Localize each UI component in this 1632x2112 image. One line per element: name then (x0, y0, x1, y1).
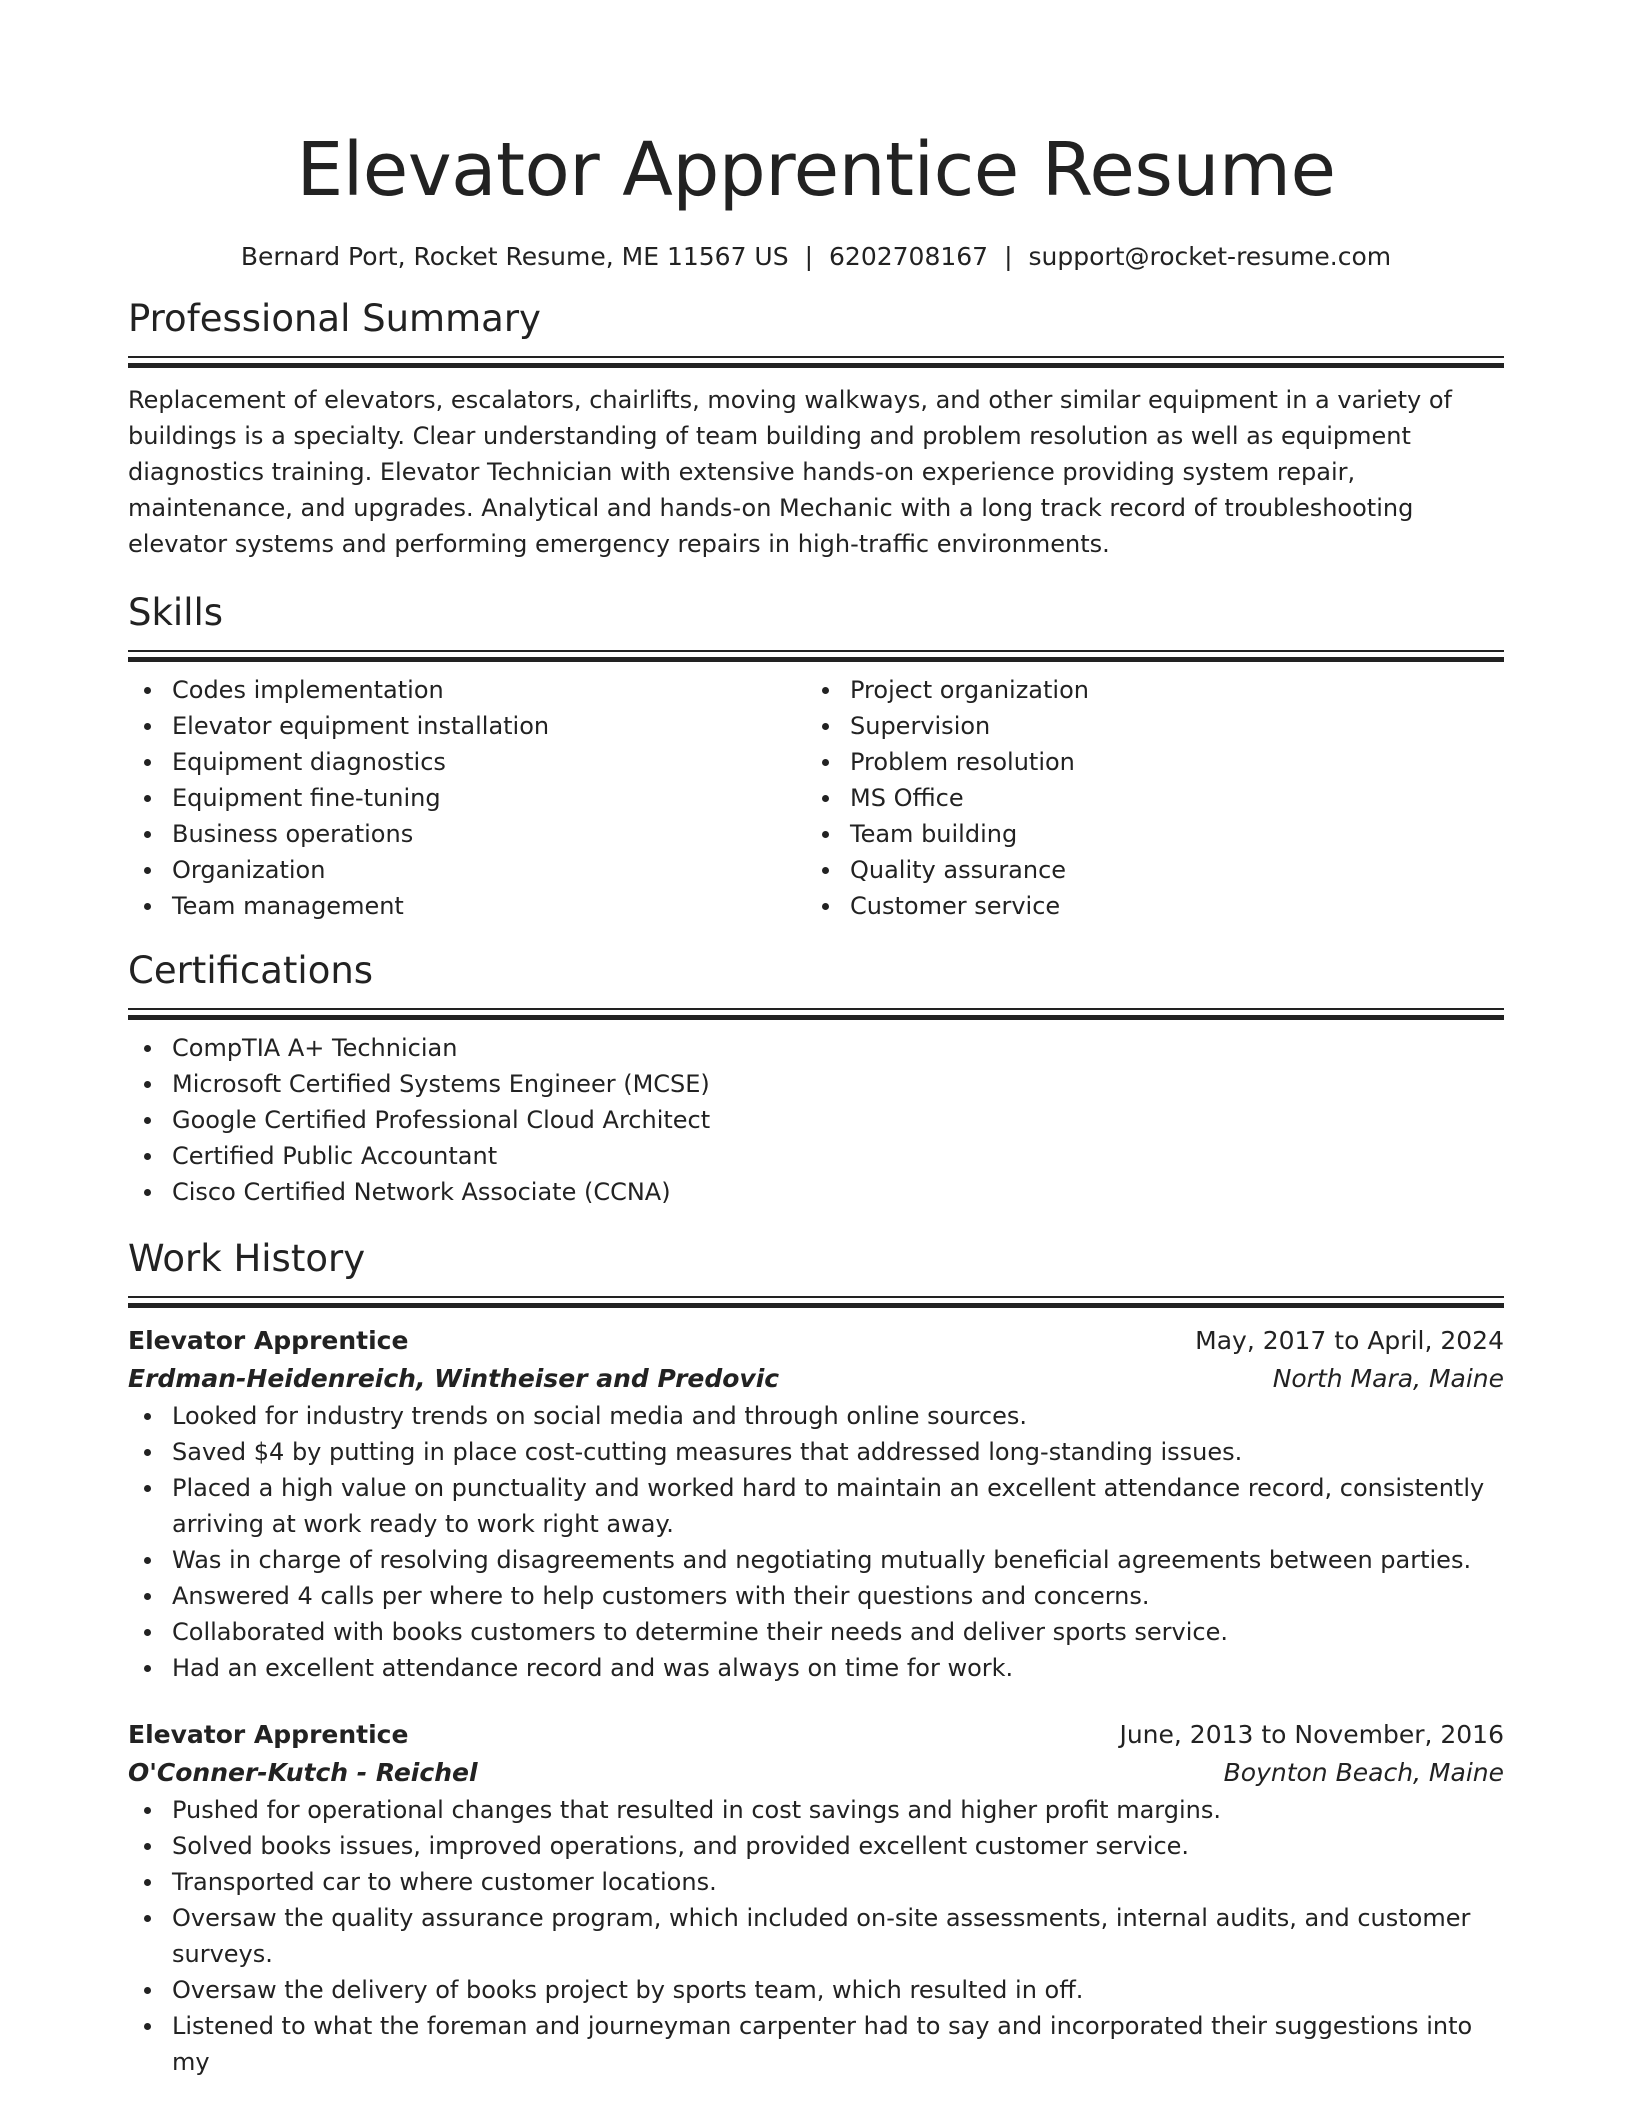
skill-item: Team management (172, 888, 806, 924)
job-duty: Oversaw the delivery of books project by sports team, which resulted in off. (172, 1972, 1504, 2008)
job-entry (128, 1716, 1504, 2080)
skill-item: Team building (850, 816, 1484, 852)
skills-column-right (806, 672, 1484, 924)
job-company: O'Conner-Kutch - Reichel (128, 1758, 478, 1787)
contact-address: Bernard Port, Rocket Resume, ME 11567 US (240, 242, 789, 271)
job-duty: Saved $4 by putting in place cost-cutting measures that addressed long-standing issues. (172, 1434, 1504, 1470)
skill-item: Problem resolution (850, 744, 1484, 780)
job-duty: Oversaw the quality assurance program, which included on-site assessments, internal audits, and customer surveys. (172, 1900, 1504, 1972)
contact-separator: | (804, 242, 814, 271)
job-duty: Looked for industry trends on social media and through online sources. (172, 1398, 1504, 1434)
skill-item: MS Office (850, 780, 1484, 816)
section-divider (128, 650, 1504, 662)
job-company-row (128, 1754, 1504, 1792)
skill-item: Supervision (850, 708, 1484, 744)
skill-item: Customer service (850, 888, 1484, 924)
job-duties-list (128, 1398, 1504, 1686)
summary-text: Replacement of elevators, escalators, chairlifts, moving walkways, and other similar equipment in a variety of buildings is a specialty. Clear understanding of team building and problem resolution as well as equipment diagnostics training. Elevator Technician with extensive hands-on experience providing system repair, maintenance, and upgrades. Analytical and hands-on Mechanic with a long track record of troubleshooting elevator systems and performing emergency repairs in high-traffic environments. (128, 386, 1452, 558)
skill-item: Equipment fine-tuning (172, 780, 806, 816)
contact-phone: 6202708167 (829, 242, 989, 271)
job-duty: Answered 4 calls per where to help customers with their questions and concerns. (172, 1578, 1504, 1614)
job-dates: June, 2013 to November, 2016 (1119, 1720, 1504, 1749)
work-history-section (128, 1236, 1504, 2080)
skill-item: Project organization (850, 672, 1484, 708)
job-duty: Placed a high value on punctuality and worked hard to maintain an excellent attendance record, consistently arriving at work ready to work right away. (172, 1470, 1504, 1542)
job-location: Boynton Beach, Maine (1223, 1758, 1504, 1787)
skill-item: Codes implementation (172, 672, 806, 708)
job-duty: Listened to what the foreman and journeyman carpenter had to say and incorporated their suggestions into my (172, 2008, 1504, 2080)
contact-line (128, 240, 1504, 274)
job-location: North Mara, Maine (1272, 1364, 1504, 1393)
job-duty: Was in charge of resolving disagreements and negotiating mutually beneficial agreements between parties. (172, 1542, 1504, 1578)
job-company-row (128, 1360, 1504, 1398)
job-duty: Collaborated with books customers to determine their needs and deliver sports service. (172, 1614, 1504, 1650)
contact-separator: | (1004, 242, 1013, 271)
certification-item: CompTIA A+ Technician (172, 1030, 1504, 1066)
resume-title: Elevator Apprentice Resume (296, 127, 1336, 213)
job-duties-list (128, 1792, 1504, 2080)
job-duty: Solved books issues, improved operations, and provided excellent customer service. (172, 1828, 1504, 1864)
certifications-list (128, 1030, 1504, 1210)
certification-item: Google Certified Professional Cloud Architect (172, 1102, 1504, 1138)
certifications-section (128, 948, 1504, 1210)
skill-item: Quality assurance (850, 852, 1484, 888)
job-dates: May, 2017 to April, 2024 (1195, 1326, 1504, 1355)
skill-item: Organization (172, 852, 806, 888)
job-header-row (128, 1716, 1504, 1754)
skill-item: Elevator equipment installation (172, 708, 806, 744)
section-heading-work-history: Work History (128, 1237, 366, 1280)
skill-item: Equipment diagnostics (172, 744, 806, 780)
certification-item: Microsoft Certified Systems Engineer (MCSE) (172, 1066, 1504, 1102)
section-heading-summary: Professional Summary (128, 297, 541, 340)
section-heading-certifications: Certifications (128, 949, 374, 992)
job-header-row (128, 1322, 1504, 1360)
job-duty: Had an excellent attendance record and was always on time for work. (172, 1650, 1504, 1686)
section-divider (128, 356, 1504, 368)
skill-item: Business operations (172, 816, 806, 852)
skills-column-left (128, 672, 806, 924)
job-title: Elevator Apprentice (128, 1326, 409, 1355)
resume-page (128, 0, 1504, 2080)
section-divider (128, 1296, 1504, 1308)
skills-columns (128, 672, 1504, 924)
job-company: Erdman-Heidenreich, Wintheiser and Predovic (128, 1364, 780, 1393)
job-duty: Pushed for operational changes that resulted in cost savings and higher profit margins. (172, 1792, 1504, 1828)
section-heading-skills: Skills (128, 591, 224, 634)
section-divider (128, 1008, 1504, 1020)
certification-item: Certified Public Accountant (172, 1138, 1504, 1174)
job-entry (128, 1322, 1504, 1686)
certification-item: Cisco Certified Network Associate (CCNA) (172, 1174, 1504, 1210)
job-duty: Transported car to where customer locations. (172, 1864, 1504, 1900)
summary-section (128, 296, 1504, 562)
skills-section (128, 590, 1504, 924)
contact-email[interactable]: support@rocket-resume.com (1028, 242, 1392, 271)
job-title: Elevator Apprentice (128, 1720, 409, 1749)
